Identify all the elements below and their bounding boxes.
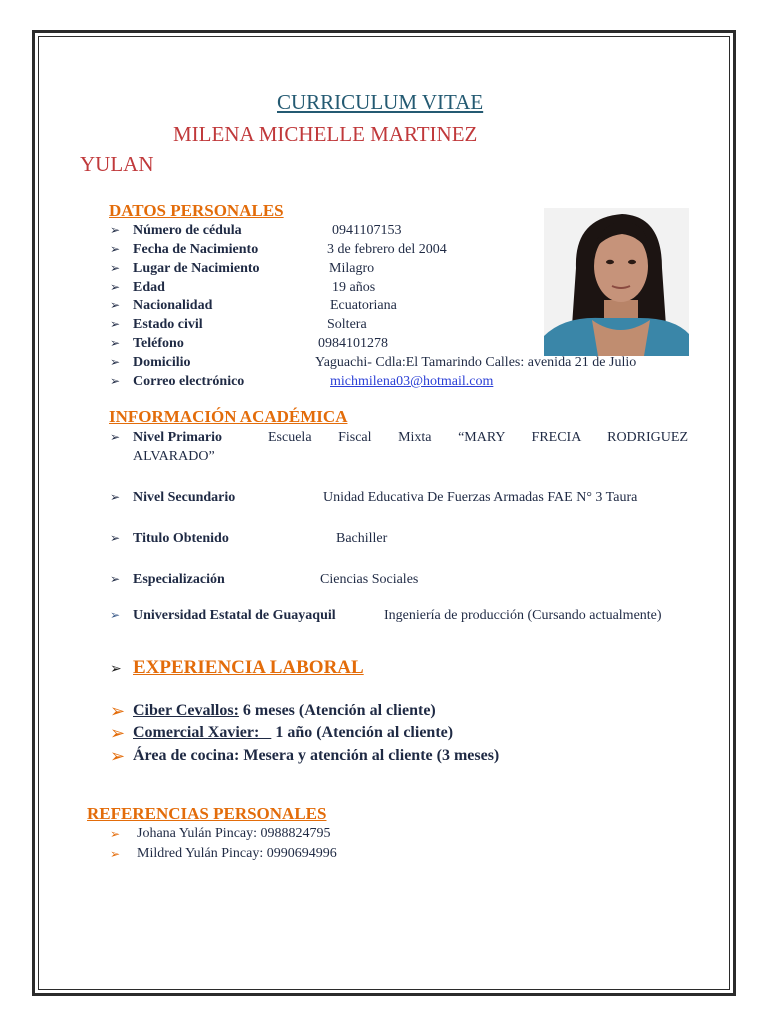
exp-place: Ciber Cevallos: (133, 702, 239, 719)
exp-detail: 1 año (Atención al cliente) (271, 724, 454, 741)
bullet-orange-icon: ➢ (110, 723, 126, 743)
ref-phone: 0988824795 (260, 826, 331, 841)
section-referencias-personales: REFERENCIAS PERSONALES (87, 804, 327, 823)
datos-value: Soltera (327, 317, 367, 332)
bullet-arrow-icon: ➢ (110, 261, 121, 275)
bullet-arrow-icon: ➢ (110, 572, 121, 586)
name-line-1: MILENA MICHELLE MARTINEZ (173, 122, 478, 146)
bullet-arrow-icon: ➢ (110, 298, 121, 312)
bullet-arrow-icon: ➢ (110, 531, 121, 545)
datos-label: Lugar de Nacimiento (133, 261, 260, 276)
document-title: CURRICULUM VITAE (277, 90, 484, 114)
acad-value: Bachiller (336, 531, 388, 546)
section-datos-personales: DATOS PERSONALES (109, 201, 284, 220)
acad-label: Nivel Primario (133, 430, 223, 445)
bullet-arrow-icon: ➢ (110, 355, 121, 369)
email-link[interactable]: michmilena03@hotmail.com (330, 374, 494, 389)
datos-value: Yaguachi- Cdla:El Tamarindo Calles: avenida 21 de Julio (315, 355, 637, 370)
datos-value: 19 años (332, 280, 376, 295)
bullet-arrow-icon: ➢ (110, 242, 121, 256)
bullet-orange-icon: ➢ (110, 847, 121, 861)
bullet-arrow-icon: ➢ (110, 490, 121, 504)
ref-row-mildred (137, 846, 337, 862)
acad-value-line2: ALVARADO” (133, 449, 215, 464)
datos-label: Domicilio (133, 355, 191, 370)
profile-photo (544, 208, 689, 356)
ref-phone: 0990694996 (266, 846, 337, 861)
ref-colon: : (253, 826, 261, 841)
acad-label: Titulo Obtenido (133, 531, 229, 546)
datos-label: Correo electrónico (133, 374, 245, 389)
acad-value: Ingeniería de producción (Cursando actualmente) (384, 608, 662, 623)
ref-colon: : (259, 846, 267, 861)
bullet-arrow-icon: ➢ (110, 336, 121, 350)
section-informacion-academica: INFORMACIÓN ACADÉMICA (109, 407, 348, 426)
datos-label: Número de cédula (133, 223, 242, 238)
datos-value: Ecuatoriana (330, 298, 397, 313)
datos-value: 0984101278 (318, 336, 388, 351)
bullet-orange-icon: ➢ (110, 701, 126, 721)
profile-photo-illustration (544, 208, 689, 356)
bullet-arrow-icon: ➢ (110, 662, 122, 677)
acad-value: Unidad Educativa De Fuerzas Armadas FAE N° 3 Taura (323, 490, 638, 505)
exp-detail: Mesera y atención al cliente (3 meses) (239, 747, 500, 764)
acad-label: Nivel Secundario (133, 490, 236, 505)
ref-name: Mildred Yulán Pincay (137, 846, 260, 861)
bullet-arrow-icon: ➢ (110, 223, 121, 237)
acad-value-line1: Escuela Fiscal Mixta “MARY FRECIA RODRIGUEZ (268, 430, 688, 445)
bullet-arrow-icon: ➢ (110, 430, 121, 444)
datos-label: Edad (133, 280, 165, 295)
exp-place: Área de cocina: (133, 747, 240, 764)
acad-row-primario (110, 430, 688, 470)
datos-label: Estado civil (133, 317, 203, 332)
datos-label: Teléfono (133, 336, 184, 351)
acad-label: Especialización (133, 572, 225, 587)
exp-detail: 6 meses (Atención al cliente) (238, 702, 436, 719)
name-line-2: YULAN (80, 152, 154, 176)
acad-value: Ciencias Sociales (320, 572, 419, 587)
bullet-arrow-icon: ➢ (110, 374, 121, 388)
bullet-arrow-icon: ➢ (110, 280, 121, 294)
acad-label: Universidad Estatal de Guayaquil (133, 608, 336, 623)
datos-value: Milagro (329, 261, 375, 276)
section-experiencia-laboral: EXPERIENCIA LABORAL (133, 657, 364, 678)
bullet-arrow-icon: ➢ (110, 317, 121, 331)
exp-row-cocina (133, 747, 499, 765)
exp-place: Comercial Xavier: (133, 724, 272, 741)
datos-value: 0941107153 (332, 223, 402, 238)
bullet-orange-icon: ➢ (110, 827, 121, 841)
bullet-orange-icon: ➢ (110, 746, 126, 766)
datos-label: Fecha de Nacimiento (133, 242, 259, 257)
bullet-arrow-icon: ➢ (110, 608, 121, 622)
exp-row-ciber (133, 702, 436, 720)
exp-row-comercial (133, 724, 453, 742)
datos-label: Nacionalidad (133, 298, 213, 313)
datos-value: 3 de febrero del 2004 (327, 242, 447, 257)
ref-name: Johana Yulán Pincay (137, 826, 254, 841)
ref-row-johana (137, 826, 331, 842)
